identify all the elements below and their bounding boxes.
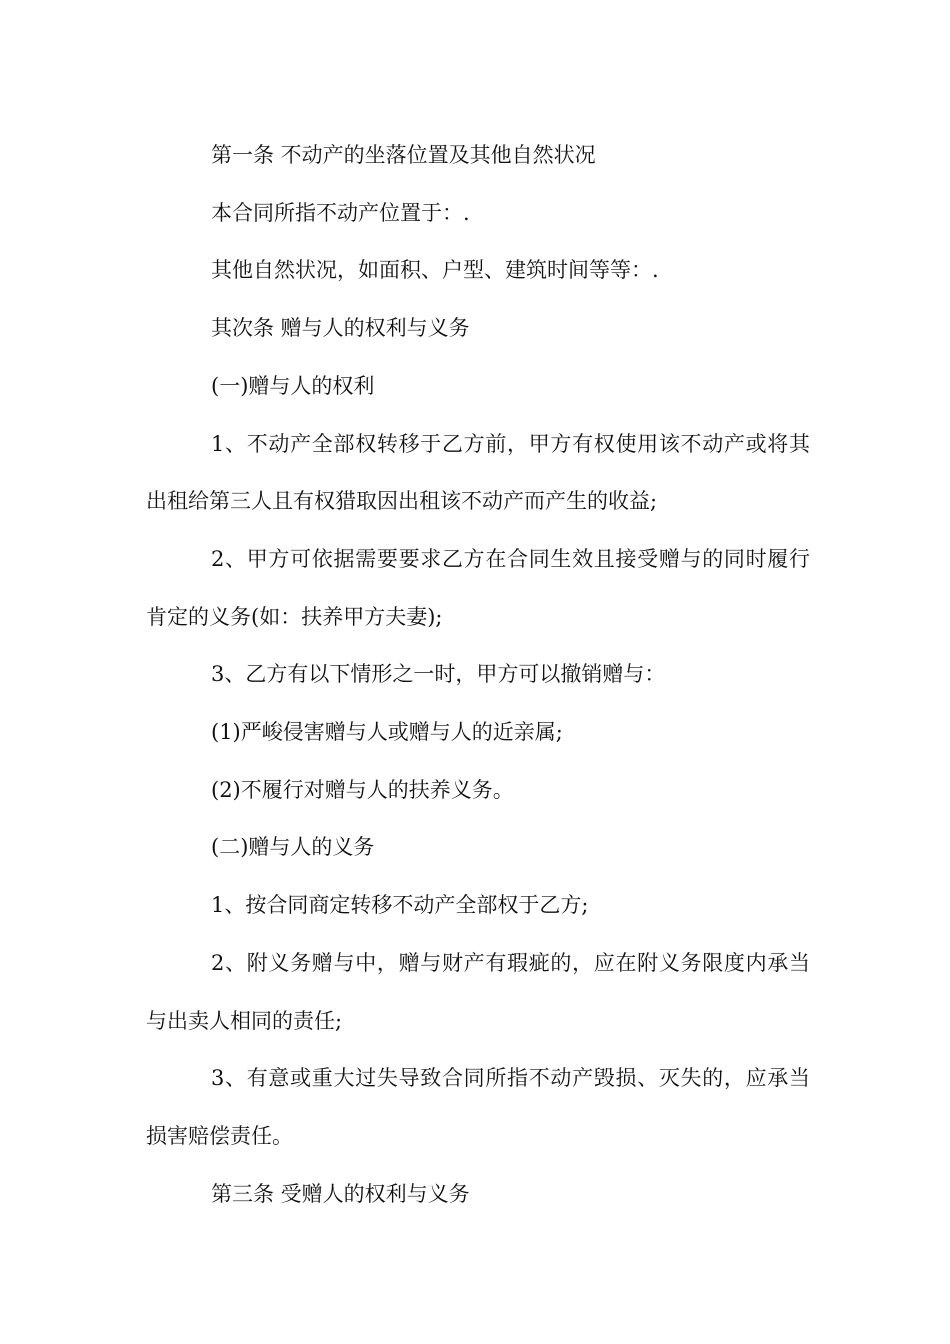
article-2-heading: 其次条 赠与人的权利与义务 [211, 316, 470, 341]
document-body [146, 127, 810, 1223]
donor-right-1: 1、不动产全部权转移于乙方前，甲方有权使用该不动产或将其出租给第三人且有权猎取因出租该不动产而产生的收益; [146, 431, 810, 514]
property-other-conditions: 其他自然状况，如面积、户型、建筑时间等等：. [211, 258, 659, 283]
revocation-case-2: (2)不履行对赠与人的扶养义务。 [211, 777, 514, 802]
donor-obligation-3: 3、有意或重大过失导致合同所指不动产毁损、灭失的，应承当损害赔偿责任。 [146, 1066, 810, 1148]
donor-right-3: 3、乙方有以下情形之一时，甲方可以撤销赠与： [211, 662, 666, 687]
donor-obligation-2: 2、附义务赠与中，赠与财产有瑕疵的，应在附义务限度内承当与出卖人相同的责任; [146, 950, 810, 1033]
article-3-heading: 第三条 受赠人的权利与义务 [211, 1181, 470, 1206]
donor-obligations-heading: (二)赠与人的义务 [211, 835, 375, 860]
donor-obligation-1: 1、按合同商定转移不动产全部权于乙方; [211, 893, 589, 918]
article-1-heading: 第一条 不动产的坐落位置及其他自然状况 [211, 143, 596, 167]
donor-right-2: 2、甲方可依据需要要求乙方在合同生效且接受赠与的同时履行肯定的义务(如：扶养甲方夫妻); [146, 546, 810, 629]
revocation-case-1: (1)严峻侵害赠与人或赠与人的近亲属; [211, 720, 563, 745]
donor-rights-heading: (一)赠与人的权利 [211, 373, 375, 398]
property-location: 本合同所指不动产位置于：. [211, 200, 470, 225]
